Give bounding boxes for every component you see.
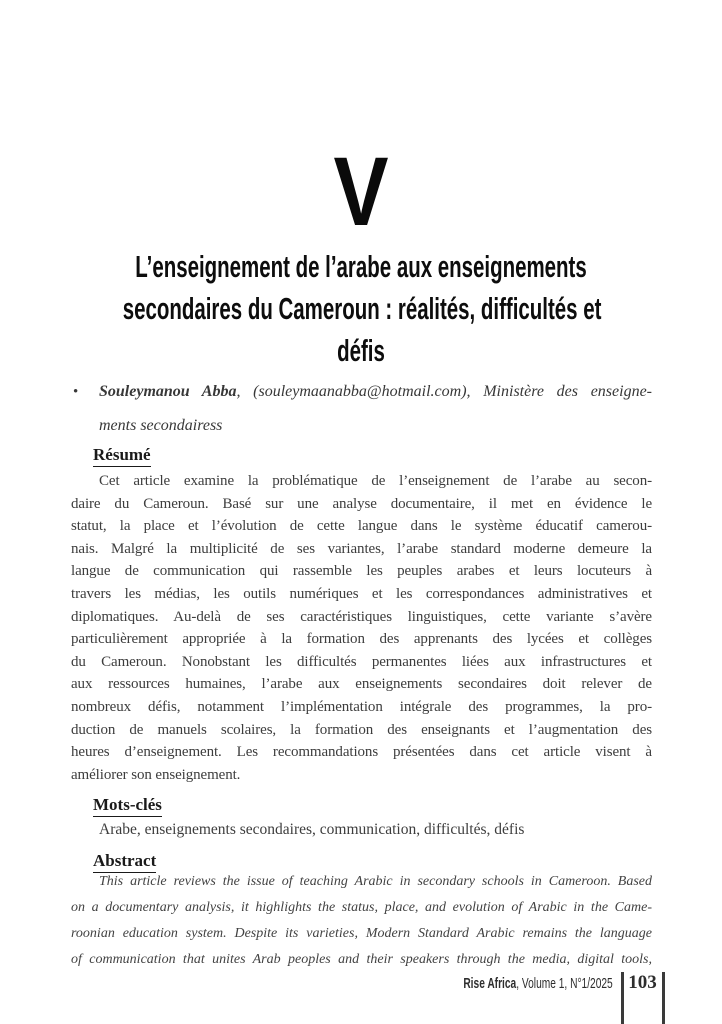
keywords-heading-label: Mots-clés <box>93 795 162 817</box>
text-line: statut, la place et l’évolution de cette langue dans le système éducatif camerou- <box>71 518 652 535</box>
text-line: nais. Malgré la multiplicité de ses variantes, l’arabe standard moderne demeure la <box>71 540 652 557</box>
article-title-line: secondaires du Cameroun : réalités, difficultés et <box>122 291 602 326</box>
page-number: 103 <box>628 972 657 993</box>
resume-paragraph <box>71 470 652 786</box>
author-affiliation: , (souleymaanabba@hotmail.com), Ministère des enseigne- <box>236 383 652 400</box>
article-title-line: défis <box>337 333 385 368</box>
text-line: travers les médias, les outils numériques et les correspondances administratives et <box>71 585 652 602</box>
page-number-rule-right <box>662 972 665 1024</box>
author-name: Souleymanou Abba <box>99 383 237 400</box>
text-line: aux ressources humaines, l’arabe aux enseignements secondaires doit relever de <box>71 676 652 693</box>
article-title-line: L’enseignement de l’arabe aux enseignements <box>135 249 587 284</box>
text-line: Cet article examine la problématique de l’enseignement de l’arabe au secon- <box>99 473 652 489</box>
journal-issue: , Volume 1, N°1/2025 <box>516 975 613 992</box>
text-line: nombreux défis, notamment l’implémentation intégrale des programmes, la pro- <box>71 698 652 715</box>
chapter-numeral: V <box>333 137 389 246</box>
author-line <box>99 375 652 409</box>
text-line: diplomatiques. Au-delà de ses caractéristiques linguistiques, cette variante s’avère <box>71 608 652 625</box>
text-line: This article reviews the issue of teaching Arabic in secondary schools in Cameroon. Based <box>99 874 652 889</box>
text-line: améliorer son enseignement. <box>71 766 241 783</box>
bullet-marker: • <box>73 384 79 400</box>
text-line: of communication that unites Arab peoples and their speakers through the media, digital tools, <box>71 952 652 967</box>
keywords-list: Arabe, enseignements secondaires, communication, difficultés, défis <box>99 821 525 838</box>
journal-footer <box>464 976 613 992</box>
author-affiliation-continued: ments secondairess <box>99 417 223 434</box>
article-title <box>123 246 600 372</box>
resume-heading-label: Résumé <box>93 445 151 467</box>
text-line: roonian education system. Despite its varieties, Modern Standard Arabic remains the language <box>71 926 652 941</box>
text-line: particulièrement appropriée à la formation des apprenants des lycées et collèges <box>71 631 652 648</box>
text-line: on a documentary analysis, it highlights the status, place, and evolution of Arabic in the Came- <box>71 900 652 915</box>
text-line: duction de manuels scolaires, la formation des enseignants et l’augmentation des <box>71 721 652 738</box>
text-line: daire du Cameroun. Basé sur une analyse documentaire, il met en évidence le <box>71 495 652 512</box>
resume-heading <box>93 445 151 467</box>
text-line: langue de communication qui rassemble les peuples arabes et leurs locuteurs à <box>71 563 652 580</box>
abstract-heading-label: Abstract <box>93 851 156 873</box>
text-line: heures d’enseignement. Les recommandations présentées dans cet article visent à <box>71 744 652 761</box>
text-line: du Cameroun. Nonobstant les difficultés permanentes liées aux infrastructures et <box>71 653 652 670</box>
keywords-heading <box>93 795 162 817</box>
author-block <box>71 375 652 443</box>
abstract-paragraph <box>71 869 652 973</box>
journal-name: Rise Africa <box>463 975 517 992</box>
